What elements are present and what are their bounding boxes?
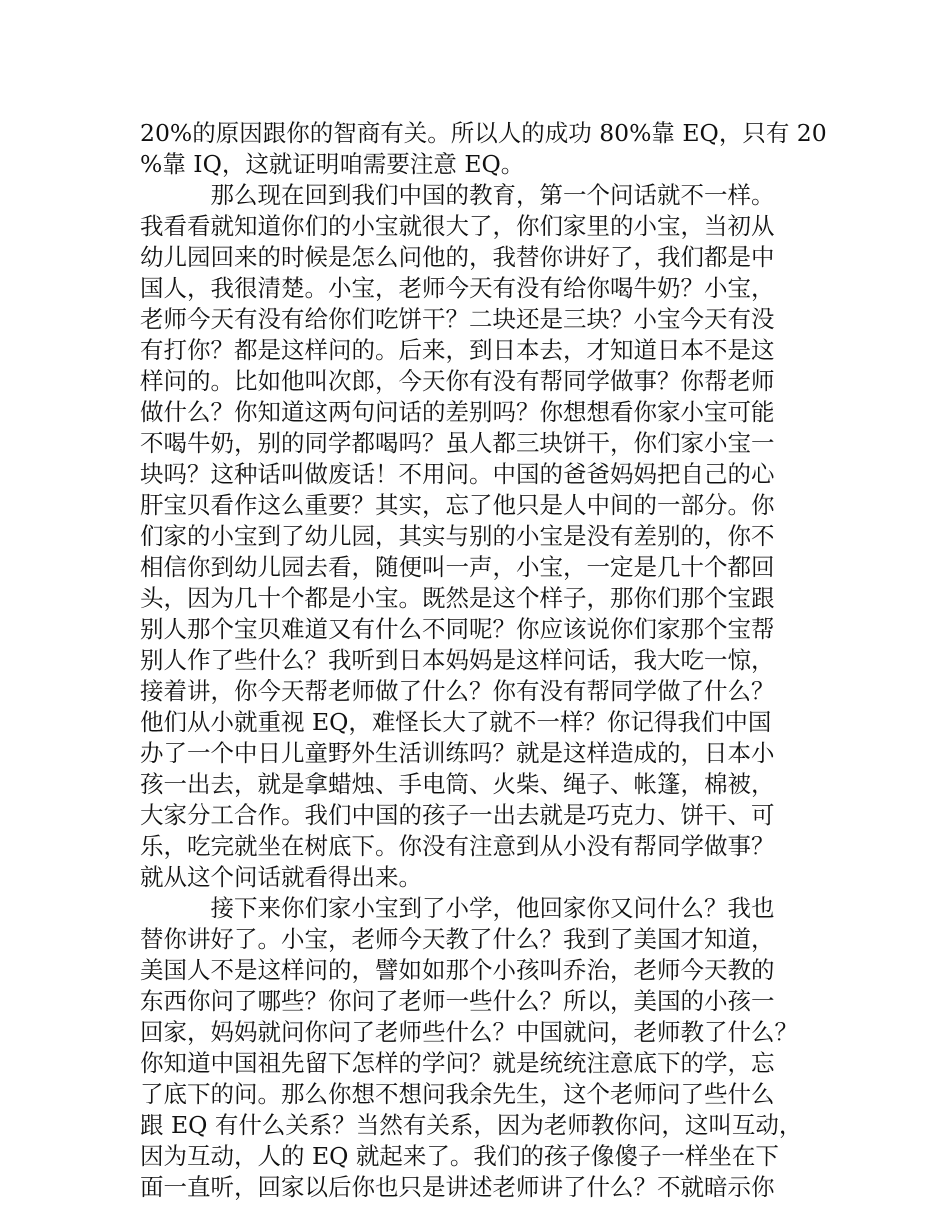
text-line: 国人，我很清楚。小宝，老师今天有没有给你喝牛奶？小宝， <box>140 274 775 302</box>
text-line: 接着讲，你今天帮老师做了什么？你有没有帮同学做了什么？ <box>140 677 775 705</box>
text-line: 了底下的问。那么你想不想问我余先生，这个老师问了些什么 <box>140 1080 775 1108</box>
text-line: 回家，妈妈就问你问了老师些什么？中国就问，老师教了什么？ <box>140 1018 798 1046</box>
text-line: 相信你到幼儿园去看，随便叫一声，小宝，一定是几十个都回 <box>140 553 775 581</box>
text-line: %靠 IQ，这就证明咱需要注意 EQ。 <box>140 150 525 178</box>
text-line: 幼儿园回来的时候是怎么问他的，我替你讲好了，我们都是中 <box>140 243 775 271</box>
text-line: 那么现在回到我们中国的教育，第一个问话就不一样。 <box>140 181 775 209</box>
text-line: 我看看就知道你们的小宝就很大了，你们家里的小宝，当初从 <box>140 212 775 240</box>
text-line: 块吗？这种话叫做废话！不用问。中国的爸爸妈妈把自己的心 <box>140 460 775 488</box>
text-line: 有打你？都是这样问的。后来，到日本去，才知道日本不是这 <box>140 336 775 364</box>
text-line: 接下来你们家小宝到了小学，他回家你又问什么？我也 <box>140 894 775 922</box>
text-line: 样问的。比如他叫次郎，今天你有没有帮同学做事？你帮老师 <box>140 367 775 395</box>
text-line: 就从这个问话就看得出来。 <box>140 863 422 891</box>
text-line: 20%的原因跟你的智商有关。所以人的成功 80%靠 EQ，只有 20 <box>140 119 827 147</box>
text-line: 因为互动，人的 EQ 就起来了。我们的孩子像傻子一样坐在下 <box>140 1142 779 1170</box>
text-line: 老师今天有没有给你们吃饼干？二块还是三块？小宝今天有没 <box>140 305 775 333</box>
text-line: 面一直听，回家以后你也只是讲述老师讲了什么？不就暗示你 <box>140 1173 775 1201</box>
text-line: 跟 EQ 有什么关系？当然有关系，因为老师教你问，这叫互动， <box>140 1111 803 1139</box>
text-line: 别人那个宝贝难道又有什么不同呢？你应该说你们家那个宝帮 <box>140 615 775 643</box>
text-line: 东西你问了哪些？你问了老师一些什么？所以，美国的小孩一 <box>140 987 775 1015</box>
text-line: 办了一个中日儿童野外生活训练吗？就是这样造成的，日本小 <box>140 739 775 767</box>
text-line: 替你讲好了。小宝，老师今天教了什么？我到了美国才知道， <box>140 925 775 953</box>
text-line: 孩一出去，就是拿蜡烛、手电筒、火柴、绳子、帐篷，棉被， <box>140 770 775 798</box>
text-line: 你知道中国祖先留下怎样的学问？就是统统注意底下的学，忘 <box>140 1049 775 1077</box>
text-line: 美国人不是这样问的，譬如如那个小孩叫乔治，老师今天教的 <box>140 956 775 984</box>
text-line: 做什么？你知道这两句问话的差别吗？你想想看你家小宝可能 <box>140 398 775 426</box>
text-line: 他们从小就重视 EQ，难怪长大了就不一样？你记得我们中国 <box>140 708 772 736</box>
text-line: 大家分工合作。我们中国的孩子一出去就是巧克力、饼干、可 <box>140 801 775 829</box>
text-line: 肝宝贝看作这么重要？其实，忘了他只是人中间的一部分。你 <box>140 491 775 519</box>
text-line: 们家的小宝到了幼儿园，其实与别的小宝是没有差别的，你不 <box>140 522 775 550</box>
text-line: 头，因为几十个都是小宝。既然是这个样子，那你们那个宝跟 <box>140 584 775 612</box>
text-line: 不喝牛奶，别的同学都喝吗？虽人都三块饼干，你们家小宝一 <box>140 429 775 457</box>
text-line: 乐，吃完就坐在树底下。你没有注意到从小没有帮同学做事？ <box>140 832 775 860</box>
document-body-text <box>140 118 830 1203</box>
text-line: 别人作了些什么？我听到日本妈妈是这样问话，我大吃一惊， <box>140 646 775 674</box>
